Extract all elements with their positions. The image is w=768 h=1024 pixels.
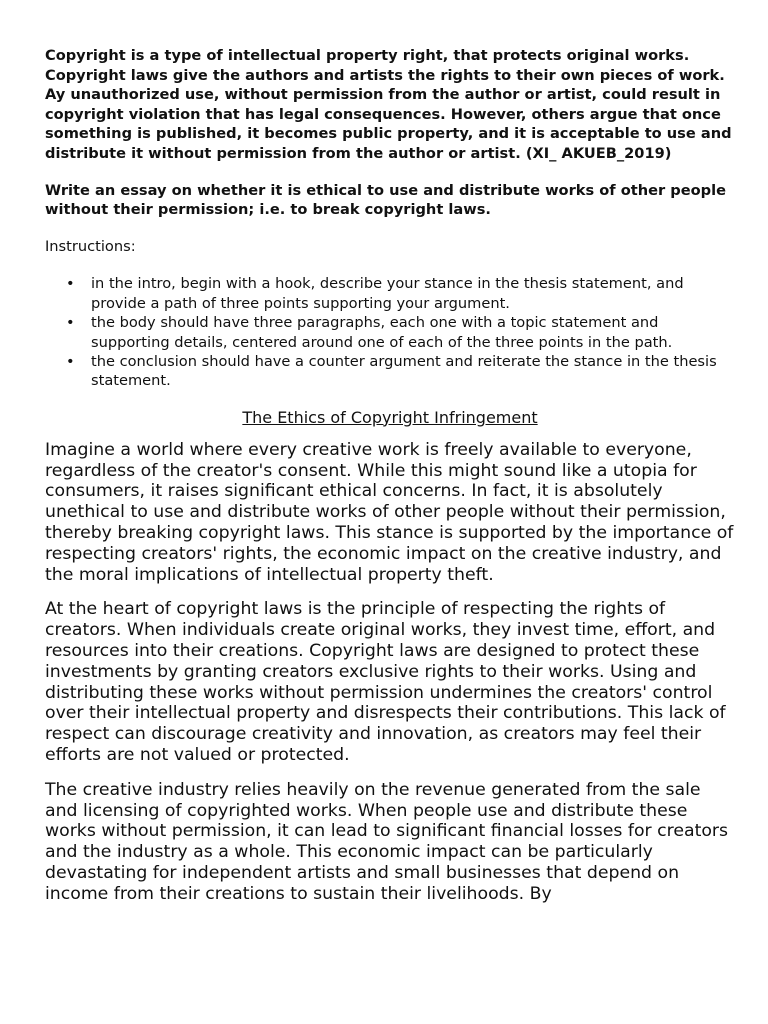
bullet-icon: • xyxy=(66,314,75,332)
list-item xyxy=(66,352,735,391)
list-item xyxy=(66,274,735,313)
list-item xyxy=(66,313,735,352)
instructions-label: Instructions: xyxy=(45,237,136,255)
essay-paragraph-body-2: The creative industry relies heavily on the revenue generated from the sale and licensing of copyrighted works. When people use and distribute these works without permission, it can lead to significant financial losses for creators and the industry as a whole. This economic impact can be particularly devastating for independent artists and small businesses that depend on income from their creations to sustain their livelihoods. By xyxy=(45,779,729,904)
bullet-icon: • xyxy=(66,275,75,293)
instruction-text: in the intro, begin with a hook, describe your stance in the thesis statement, and provide a path of three points supporting your argument. xyxy=(91,275,684,312)
instructions-list xyxy=(45,274,735,390)
essay-title: The Ethics of Copyright Infringement xyxy=(242,407,538,427)
prompt-task: Write an essay on whether it is ethical to use and distribute works of other people without their permission; i.e. to break copyright laws. xyxy=(45,181,726,219)
essay-paragraph-body-1: At the heart of copyright laws is the principle of respecting the rights of creators. When individuals create original works, they invest time, effort, and resources into their creations. Copyright laws are designed to protect these investments by granting creators exclusive rights to their works. Using and distributing these works without permission undermines the creators' control over their intellectual property and disrespects their contributions. This lack of respect can discourage creativity and innovation, as creators may feel their efforts are not valued or protected. xyxy=(45,599,726,765)
instruction-text: the conclusion should have a counter argument and reiterate the stance in the thesis statement. xyxy=(91,352,717,390)
essay-paragraph-intro: Imagine a world where every creative work is freely available to everyone, regardless of the creator's consent. While this might sound like a utopia for consumers, it raises significant ethical concerns. In fact, it is absolutely unethical to use and distribute works of other people without their permission, thereby breaking copyright laws. This stance is supported by the importance of respecting creators' rights, the economic impact on the creative industry, and the moral implications of intellectual property theft. xyxy=(45,439,734,585)
bullet-icon: • xyxy=(66,352,75,370)
prompt-passage: Copyright is a type of intellectual property right, that protects original works. Copyright laws give the authors and artists the rights to their own pieces of work. Ay unauthorized use, without permission from the author or artist, could result in copyright violation that has legal consequences. However, others argue that once something is published, it becomes public property, and it is acceptable to use and distribute it without permission from the author or artist. (XI_ AKUEB_2019) xyxy=(45,47,732,162)
instruction-text: the body should have three paragraphs, each one with a topic statement and supporting details, centered around one of each of the three points in the path. xyxy=(91,314,673,351)
document-page xyxy=(45,46,735,905)
